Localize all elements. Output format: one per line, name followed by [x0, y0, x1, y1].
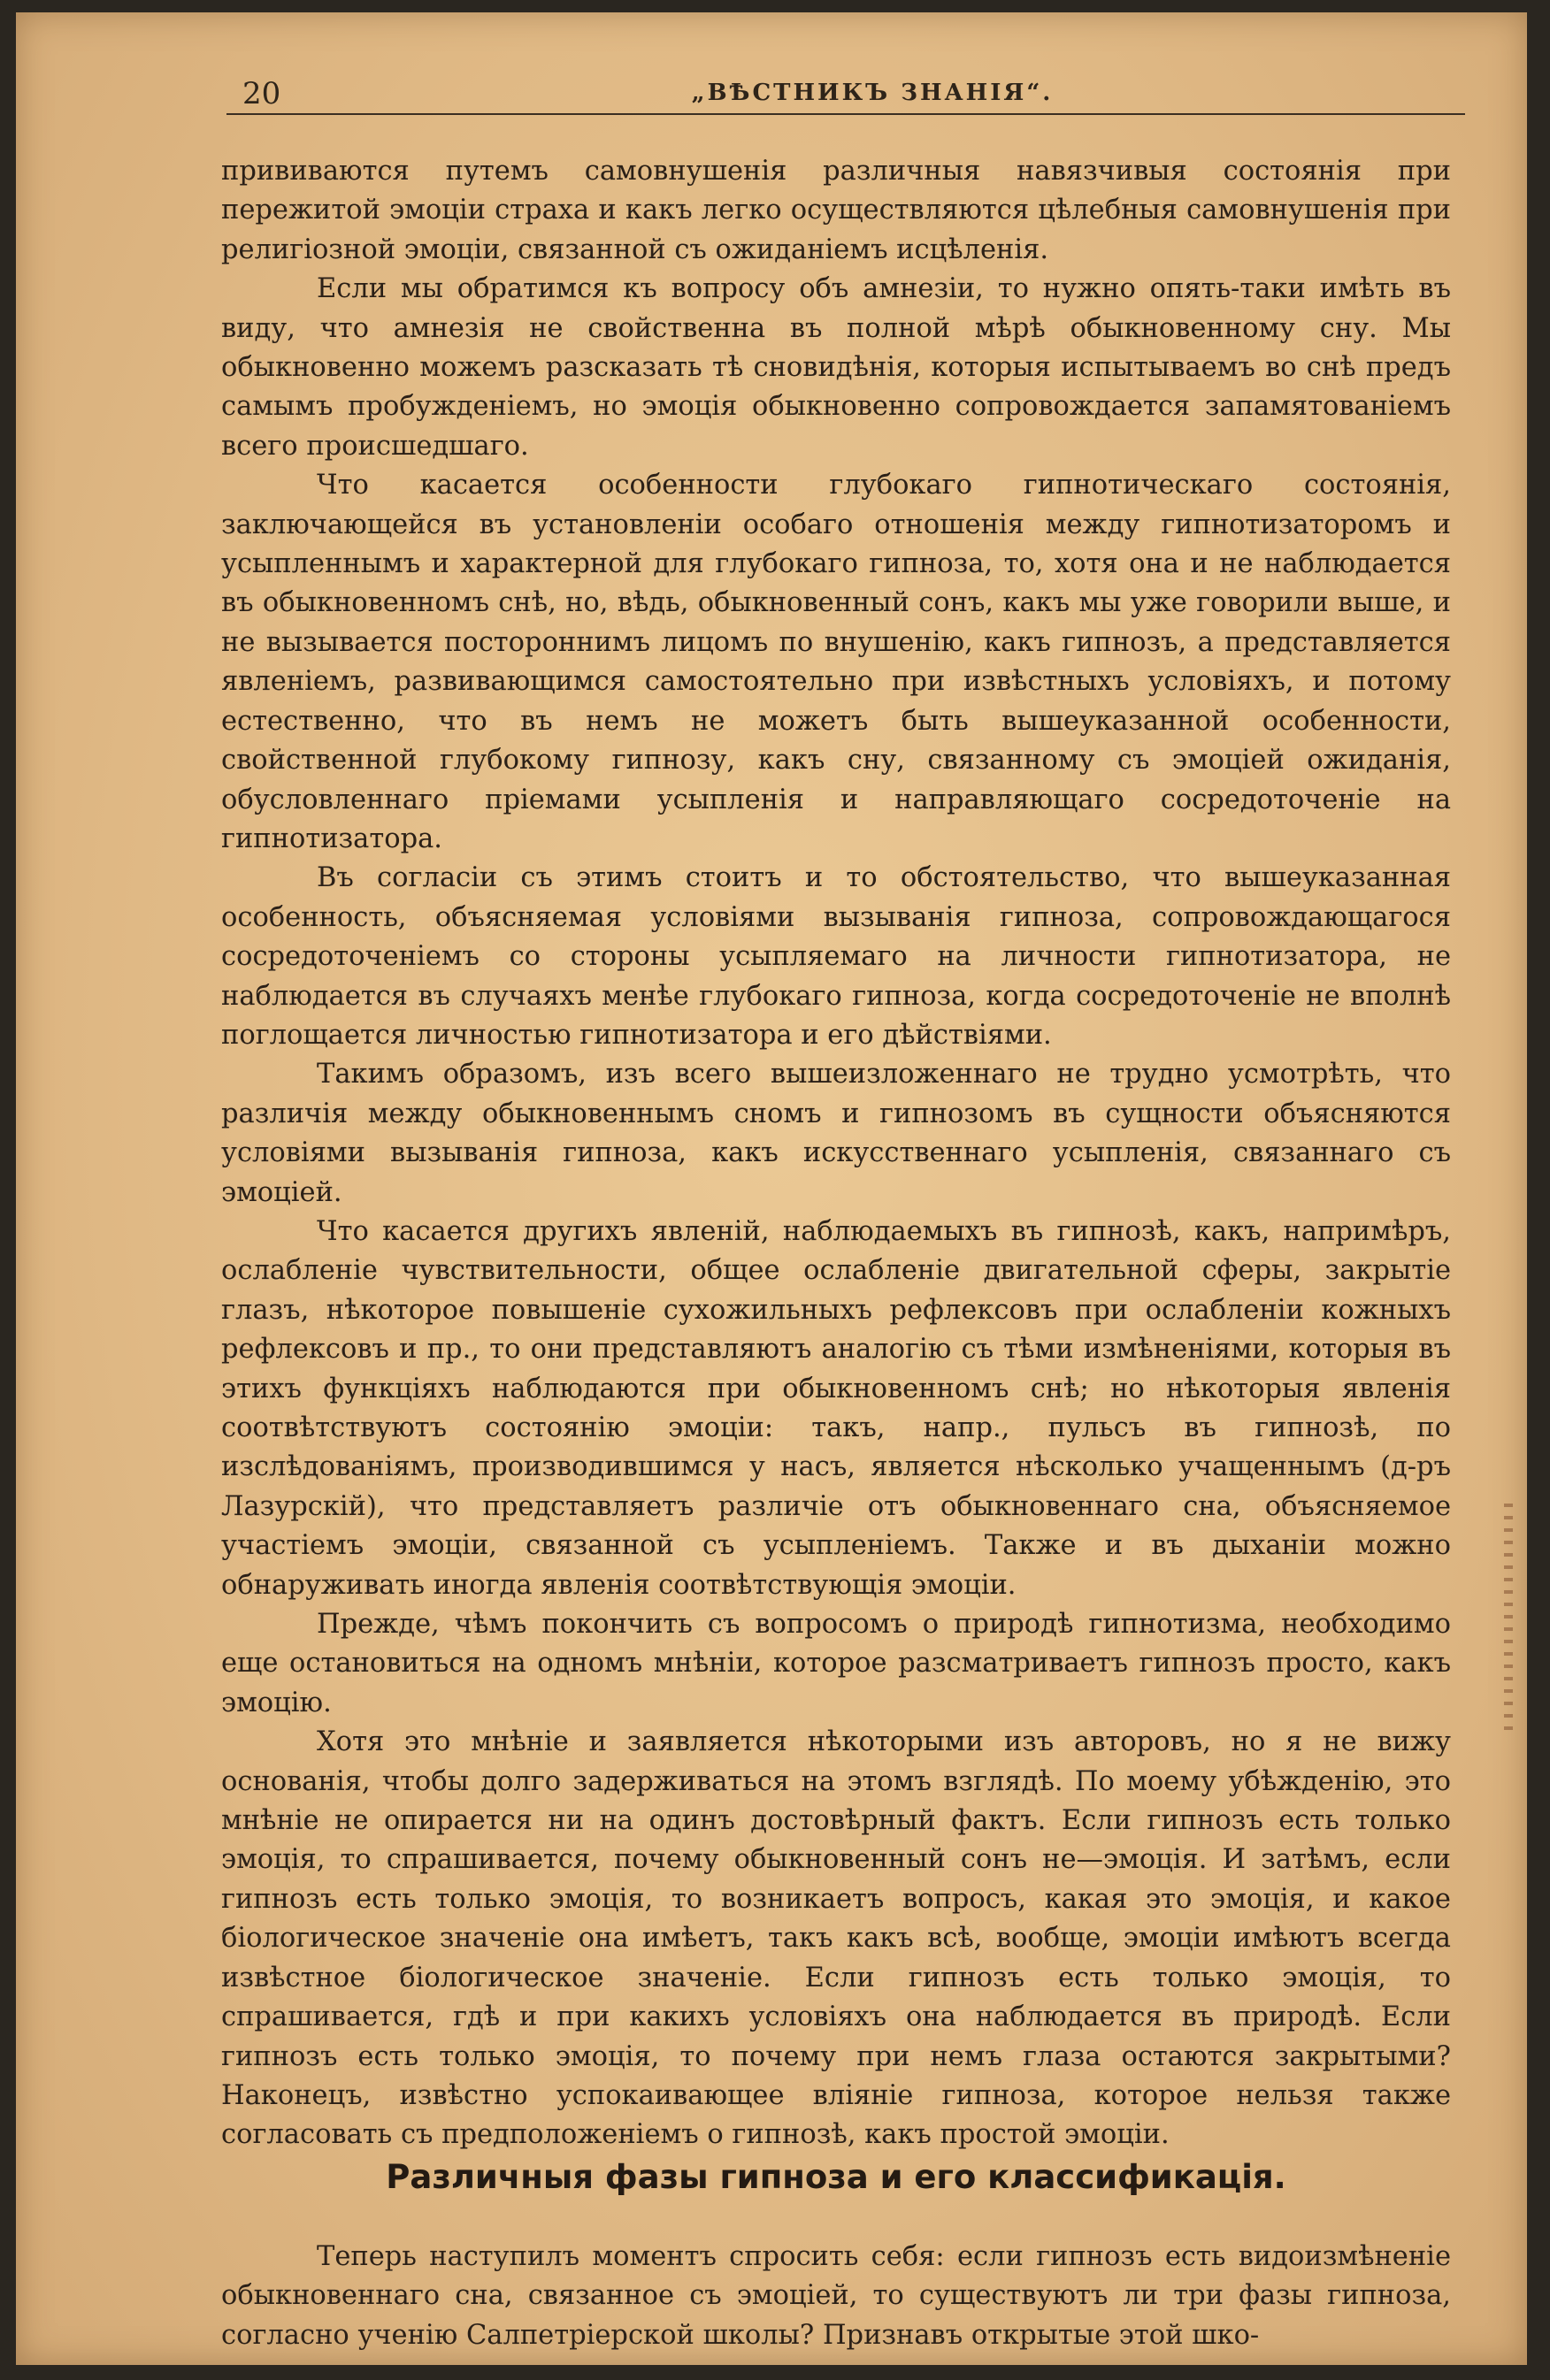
- running-title: „ВѢСТНИКЪ ЗНАНІЯ“.: [691, 80, 1054, 106]
- paragraph: Въ согласіи съ этимъ стоитъ и то обстоятельство, что вышеуказанная особенность, объясняемая условіями вызыванія гипноза, сопровождающагося сосредоточеніемъ со стороны усыпляемаго на личности гипнотизатора, не наблюдается въ случаяхъ менѣе глубокаго гипноза, когда сосредоточеніе не вполнѣ поглощается личностью гипнотизатора и его дѣйствіями.: [221, 862, 1451, 1051]
- page-edge-decoration: [1504, 1504, 1513, 1733]
- page-header: [226, 67, 1465, 115]
- paragraph: прививаются путемъ самовнушенія различныя навязчивыя состоянія при пережитой эмоціи страха и какъ легко осуществляются цѣлебныя самовнушенія при религіозной эмоціи, связанной съ ожиданіемъ исцѣленія.: [221, 156, 1451, 265]
- paragraph: Что касается особенности глубокаго гипнотическаго состоянія, заключающейся въ установленіи особаго отношенія между гипнотизаторомъ и усыпленнымъ и характерной для глубокаго гипноза, то, хотя она и не наблюдается въ обыкновенномъ снѣ, но, вѣдь, обыкновенный сонъ, какъ мы уже говорили выше, и не вызывается постороннимъ лицомъ по внушенію, какъ гипнозъ, а представляется явленіемъ, развивающимся самостоятельно при извѣстныхъ условіяхъ, и потому естественно, что въ немъ не можетъ быть вышеуказанной особенности, свойственной глубокому гипнозу, какъ сну, связанному съ эмоціей ожиданія, обусловленнаго пріемами усыпленія и направляющаго сосредоточеніе на гипнотизатора.: [221, 470, 1451, 854]
- paragraph: Теперь наступилъ моментъ спросить себя: если гипнозъ есть видоизмѣненіе обыкновеннаго сна, связанное съ эмоціей, то существуютъ ли три фазы гипноза, согласно ученію Салпетріерской школы? Признавъ открытые этой шко-: [221, 2241, 1451, 2351]
- paragraph: Такимъ образомъ, изъ всего вышеизложеннаго не трудно усмотрѣть, что различія между обыкновеннымъ сномъ и гипнозомъ въ сущности объясняются условіями вызыванія гипноза, какъ искусственнаго усыпленія, связаннаго съ эмоціей.: [221, 1059, 1451, 1208]
- paragraph: Если мы обратимся къ вопросу объ амнезіи, то нужно опять-таки имѣть въ виду, что амнезія не свойственна въ полной мѣрѣ обыкновенному сну. Мы обыкновенно можемъ разсказать тѣ сновидѣнія, которыя испытываемъ во снѣ предъ самымъ пробужденіемъ, но эмоція обыкновенно сопровождается запамятованіемъ всего происшедшаго.: [221, 273, 1451, 462]
- paragraph: Что касается другихъ явленій, наблюдаемыхъ въ гипнозѣ, какъ, напримѣръ, ослабленіе чувствительности, общее ослабленіе двигательной сферы, закрытіе глазъ, нѣкоторое повышеніе сухожильныхъ рефлексовъ при ослабленіи кожныхъ рефлексовъ и пр., то они представляютъ аналогію съ тѣми измѣненіями, которыя въ этихъ функціяхъ наблюдаются при обыкновенномъ снѣ; но нѣкоторыя явленія соотвѣтствуютъ состоянію эмоціи: такъ, напр., пульсъ въ гипнозѣ, по изслѣдованіямъ, производившимся у насъ, является нѣсколько учащеннымъ (д-ръ Лазурскій), что представляетъ различіе отъ обыкновеннаго сна, объясняемое участіемъ эмоціи, связанной съ усыпленіемъ. Также и въ дыханіи можно обнаруживать иногда явленія соотвѣтствующія эмоціи.: [221, 1215, 1451, 1601]
- paragraph: Хотя это мнѣніе и заявляется нѣкоторыми изъ авторовъ, но я не вижу основанія, чтобы долго задерживаться на этомъ взглядѣ. По моему убѣжденію, это мнѣніе не опирается ни на одинъ достовѣрный фактъ. Если гипнозъ есть только эмоція, то спрашивается, почему обыкновенный сонъ не—эмоція. И затѣмъ, если гипнозъ есть только эмоція, то возникаетъ вопросъ, какая это эмоція, и какое біологическое значеніе она имѣетъ, такъ какъ всѣ, вообще, эмоціи имѣютъ всегда извѣстное біологическое значеніе. Если гипнозъ есть только эмоція, то спрашивается, гдѣ и при какихъ условіяхъ она наблюдается въ природѣ. Если гипнозъ есть только эмоція, то почему при немъ глаза остаются закрытыми? Наконецъ, извѣстно успокаивающее вліяніе гипноза, которое нельзя также согласовать съ предположеніемъ о гипнозѣ, какъ простой эмоціи.: [221, 1726, 1451, 2151]
- page-number: 20: [242, 76, 281, 111]
- body-text: [221, 152, 1451, 2155]
- paragraph: Прежде, чѣмъ покончить съ вопросомъ о природѣ гипнотизма, необходимо еще остановиться на одномъ мнѣніи, которое разсматриваетъ гипнозъ просто, какъ эмоцію.: [221, 1609, 1451, 1718]
- section-body: [221, 2238, 1451, 2355]
- section-heading: Различныя фазы гипноза и его классификація.: [386, 2158, 1286, 2196]
